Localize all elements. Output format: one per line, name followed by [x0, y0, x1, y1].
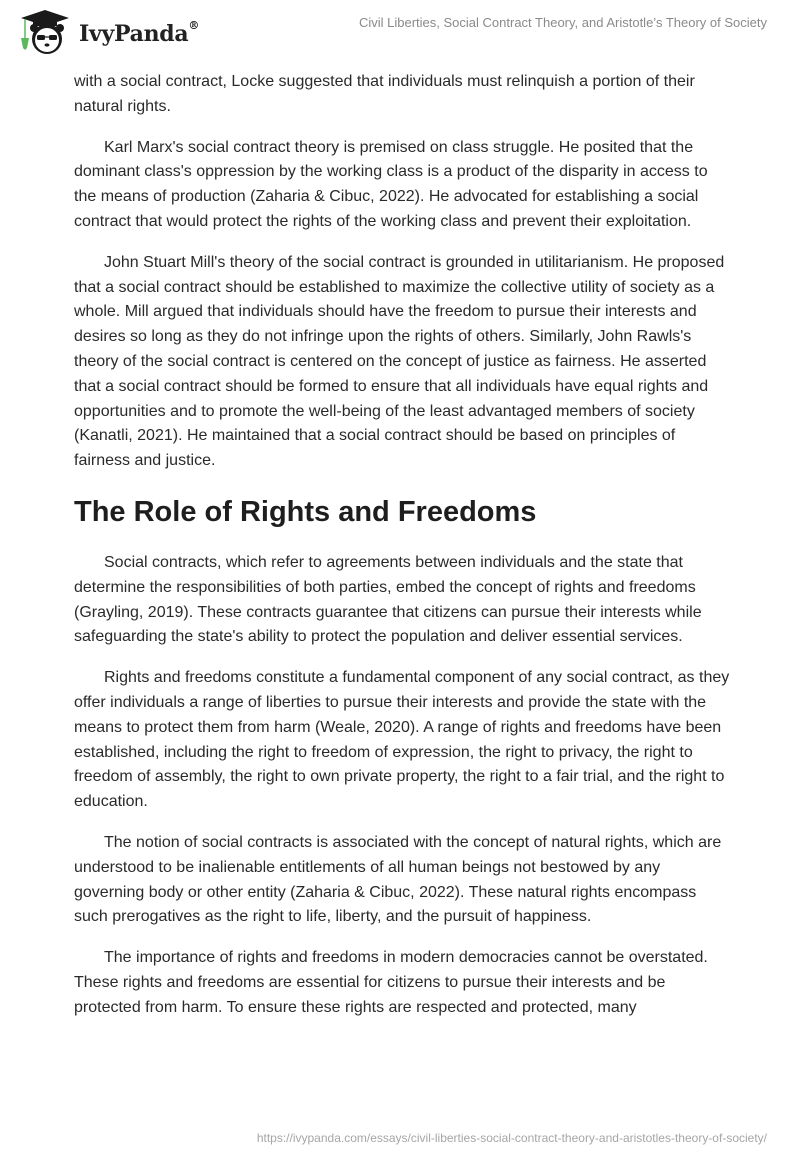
- panda-graduate-icon: [17, 8, 73, 56]
- document-title: Civil Liberties, Social Contract Theory, and Aristotle’s Theory of Society: [358, 15, 767, 30]
- paragraph: Karl Marx's social contract theory is premised on class struggle. He posited that the dominant class's oppression by the working class is a product of the disparity in access to the means of production (Zaharia & Cibuc, 2022). He advocated for establishing a social contract that would protect the rights of the working class and prevent their exploitation.: [74, 138, 708, 230]
- essay-content: [74, 70, 734, 1037]
- ivypanda-logo[interactable]: [17, 8, 199, 56]
- paragraph: John Stuart Mill's theory of the social contract is grounded in utilitarianism. He proposed that a social contract should be established to maximize the collective utility of society as a whole. Mill argued that individuals should have the freedom to pursue their interests and desires so long as they do not infringe upon the rights of others. Similarly, John Rawls's theory of the social contract is centered on the concept of justice as fairness. He asserted that a social contract should be formed to ensure that all individuals have equal rights and opportunities and to promote the well-being of the least advantaged members of society (Kanatli, 2021). He maintained that a social contract should be based on principles of fairness and justice.: [74, 253, 725, 470]
- paragraph: Rights and freedoms constitute a fundamental component of any social contract, as they offer individuals a range of liberties to pursue their interests and provide the state with the means to protect them from harm (Weale, 2020). A range of rights and freedoms have been established, including the right to freedom of expression, the right to privacy, the right to freedom of assembly, the right to own private property, the right to a fair trial, and the right to education.: [74, 669, 730, 811]
- paragraph: The notion of social contracts is associated with the concept of natural rights, which are understood to be inalienable entitlements of all human beings not bestowed by any governing body or other entity (Zaharia & Cibuc, 2022). These natural rights encompass such prerogatives as the right to life, liberty, and the pursuit of happiness.: [74, 833, 722, 926]
- paragraph: Social contracts, which refer to agreements between individuals and the state that determine the responsibilities of both parties, embed the concept of rights and freedoms (Grayling, 2019). These contracts guarantee that citizens can pursue their interests while safeguarding the state's ability to protect the population and deliver essential services.: [74, 553, 702, 646]
- section-heading: The Role of Rights and Freedoms: [74, 495, 537, 528]
- paragraph: with a social contract, Locke suggested that individuals must relinquish a portion of their natural rights.: [74, 73, 695, 115]
- source-url[interactable]: https://ivypanda.com/essays/civil-liberties-social-contract-theory-and-aristotles-theory-of-society/: [256, 1131, 767, 1145]
- paragraph: The importance of rights and freedoms in modern democracies cannot be overstated. These rights and freedoms are essential for citizens to pursue their interests and be protected from harm. To ensure these rights are respected and protected, many: [74, 949, 708, 1016]
- brand-name: IvyPanda®: [79, 19, 200, 47]
- page-header: [0, 0, 800, 60]
